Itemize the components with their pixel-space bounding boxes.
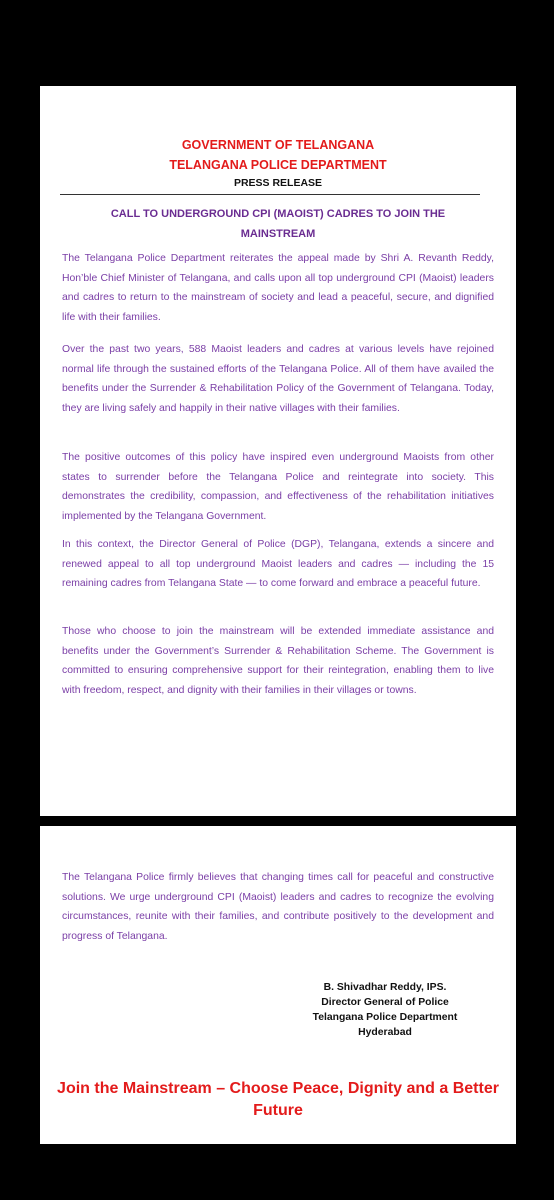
subject-heading: CALL TO UNDERGROUND CPI (MAOIST) CADRES TO JOIN THE MAINSTREAM [110, 208, 446, 240]
signatory-dept: Telangana Police Department [312, 1012, 458, 1023]
press-release-page-2 [40, 826, 516, 1144]
signatory-city: Hyderabad [358, 1027, 412, 1038]
paragraph: The positive outcomes of this policy have inspired even underground Maoists from other states to surrender before the Telangana Police and reintegrate into society. This demonstrates the credibility, compassion, and effectiveness of the rehabilitation initiatives implemented by the Telangana Government. [62, 452, 494, 522]
paragraph: Over the past two years, 588 Maoist leaders and cadres at various levels have rejoined normal life through the sustained efforts of the Telangana Police. All of them have availed the benefits under the Surrender & Rehabilitation Policy of the Government of Telangana. Today, they are living safely and happily in their native villages with their families. [62, 344, 494, 414]
signatory-name: B. Shivadhar Reddy, IPS. [323, 982, 447, 993]
press-release-label: PRESS RELEASE [233, 177, 323, 189]
paragraph: Those who choose to join the mainstream will be extended immediate assistance and benefits under the Government’s Surrender & Rehabilitation Scheme. The Government is committed to ensuring comprehensive support for their reintegration, enabling them to live with freedom, respect, and dignity with their families in their villages or towns. [62, 626, 494, 696]
divider [60, 194, 480, 195]
govt-heading: GOVERNMENT OF TELANGANA [181, 138, 375, 152]
signature-block [280, 980, 490, 1040]
dept-heading: TELANGANA POLICE DEPARTMENT [169, 158, 387, 172]
press-release-page-1 [40, 86, 516, 816]
paragraph: The Telangana Police Department reiterates the appeal made by Shri A. Revanth Reddy, Hon’ble Chief Minister of Telangana, and calls upon all top underground CPI (Maoist) leaders and cadres to return to the mainstream of society and lead a peaceful, secure, and dignified life with their families. [62, 253, 494, 323]
paragraph: In this context, the Director General of Police (DGP), Telangana, extends a sincere and renewed appeal to all top underground Maoist leaders and cadres — including the 15 remaining cadres from Telangana State — to come forward and embrace a peaceful future. [62, 539, 494, 589]
signatory-title: Director General of Police [321, 997, 449, 1008]
slogan: Join the Mainstream – Choose Peace, Dignity and a Better Future [57, 1080, 499, 1119]
paragraph: The Telangana Police firmly believes that changing times call for peaceful and constructive solutions. We urge underground CPI (Maoist) leaders and cadres to recognize the evolving circumstances, reunite with their families, and contribute positively to the development and progress of Telangana. [62, 872, 494, 942]
